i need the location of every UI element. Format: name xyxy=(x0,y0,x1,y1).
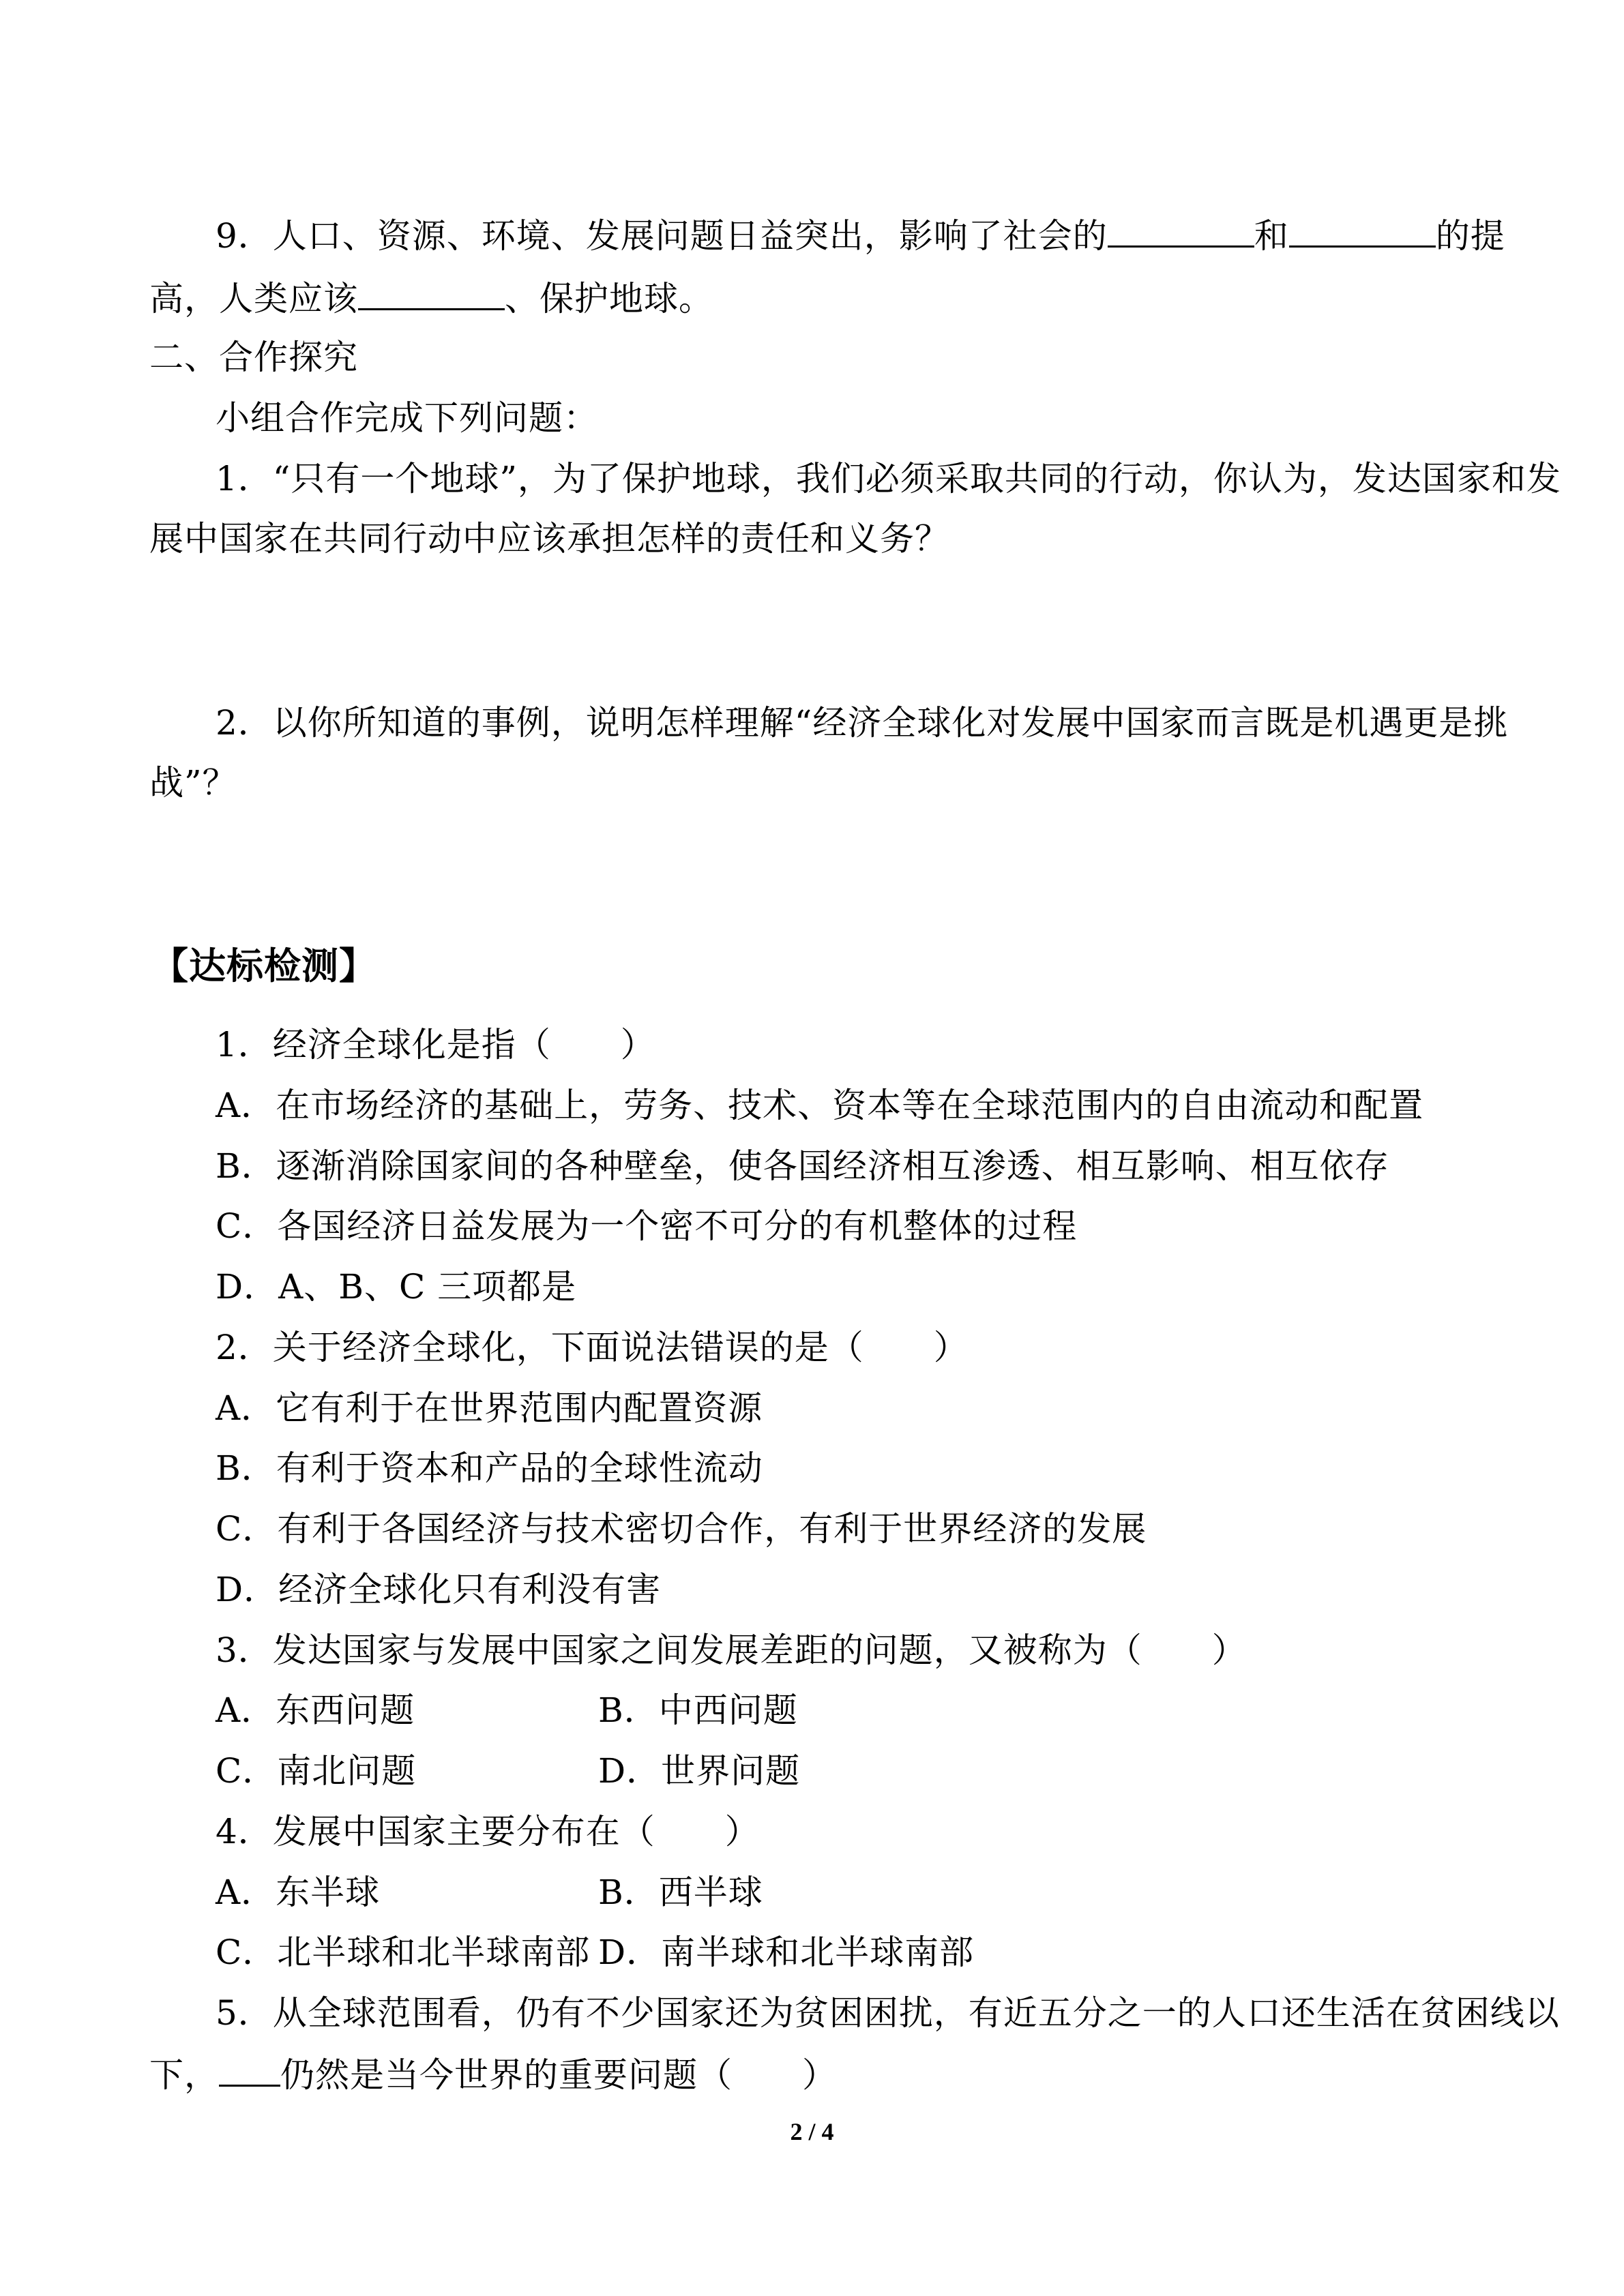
question-9-line-1 xyxy=(216,214,1505,256)
answer-blank[interactable] xyxy=(1289,214,1436,248)
quiz-1-stem: 1．经济全球化是指（ ） xyxy=(216,1025,655,1064)
quiz-3-stem: 3．发达国家与发展中国家之间发展差距的问题，又被称为（ ） xyxy=(216,1630,1247,1670)
question-9-text: 的提 xyxy=(1435,216,1505,256)
section-3-title: 【达标检测】 xyxy=(151,944,377,987)
coop-question-2-line-2: 战”？ xyxy=(149,763,237,803)
quiz-4-option-b[interactable]: B．西半球 xyxy=(598,1873,763,1912)
quiz-2-stem: 2．关于经济全球化，下面说法错误的是（ ） xyxy=(216,1328,969,1367)
quiz-1-option-b[interactable]: B．逐渐消除国家间的各种壁垒，使各国经济相互渗透、相互影响、相互依存 xyxy=(216,1146,1389,1186)
quiz-3-row-1 xyxy=(216,1690,798,1731)
coop-question-2-line-1: 2．以你所知道的事例，说明怎样理解“经济全球化对发展中国家而言既是机遇更是挑 xyxy=(216,703,1509,743)
coop-question-1-line-1: 1．“只有一个地球”，为了保护地球，我们必须采取共同的行动，你认为，发达国家和发 xyxy=(216,459,1561,498)
question-9-text: 和 xyxy=(1254,216,1289,256)
quiz-4-option-d[interactable]: D．南半球和北半球南部 xyxy=(598,1933,975,1972)
quiz-1-option-d[interactable]: D．A、B、C 三项都是 xyxy=(216,1267,577,1307)
quiz-3-option-a[interactable]: A．东西问题 xyxy=(216,1690,415,1730)
coop-question-1-line-2: 展中国家在共同行动中应该承担怎样的责任和义务？ xyxy=(149,519,949,558)
quiz-5-line-1: 5．从全球范围看，仍有不少国家还为贫困困扰，有近五分之一的人口还生活在贫困线以 xyxy=(216,1993,1560,2033)
quiz-2-option-c[interactable]: C．有利于各国经济与技术密切合作，有利于世界经济的发展 xyxy=(216,1509,1147,1549)
quiz-3-option-c[interactable]: C．南北问题 xyxy=(216,1751,417,1791)
page-number: 2 / 4 xyxy=(790,2118,834,2145)
quiz-2-option-a[interactable]: A．它有利于在世界范围内配置资源 xyxy=(216,1388,763,1428)
quiz-3-option-b[interactable]: B．中西问题 xyxy=(598,1690,798,1730)
question-9-text: 高，人类应该 xyxy=(149,279,358,318)
quiz-5-text: 下， xyxy=(149,2055,219,2095)
question-9-text: 、保护地球。 xyxy=(505,279,713,318)
quiz-4-stem: 4．发展中国家主要分布在（ ） xyxy=(216,1812,760,1851)
quiz-1-option-c[interactable]: C．各国经济日益发展为一个密不可分的有机整体的过程 xyxy=(216,1206,1078,1246)
quiz-5-line-2 xyxy=(149,2053,837,2096)
answer-blank[interactable] xyxy=(219,2053,280,2087)
answer-blank[interactable] xyxy=(358,277,505,310)
quiz-5-text: 仍然是当今世界的重要问题（ ） xyxy=(280,2055,837,2095)
question-9-line-2 xyxy=(149,277,713,319)
quiz-3-option-d[interactable]: D．世界问题 xyxy=(598,1751,801,1791)
answer-blank[interactable] xyxy=(1108,214,1254,248)
quiz-4-option-c[interactable]: C．北半球和北半球南部 xyxy=(216,1933,591,1972)
quiz-4-option-a[interactable]: A．东半球 xyxy=(216,1873,381,1912)
quiz-1-option-a[interactable]: A．在市场经济的基础上，劳务、技术、资本等在全球范围内的自由流动和配置 xyxy=(216,1086,1424,1125)
quiz-4-row-1 xyxy=(216,1872,763,1913)
section-2-intro: 小组合作完成下列问题： xyxy=(216,398,598,438)
quiz-2-option-b[interactable]: B．有利于资本和产品的全球性流动 xyxy=(216,1448,763,1488)
quiz-2-option-d[interactable]: D．经济全球化只有利没有害 xyxy=(216,1570,662,1609)
section-2-title: 二、合作探究 xyxy=(149,338,358,377)
quiz-4-row-2 xyxy=(216,1932,975,1973)
question-9-text: 9．人口、资源、环境、发展问题日益突出，影响了社会的 xyxy=(216,216,1108,256)
quiz-3-row-2 xyxy=(216,1750,801,1791)
